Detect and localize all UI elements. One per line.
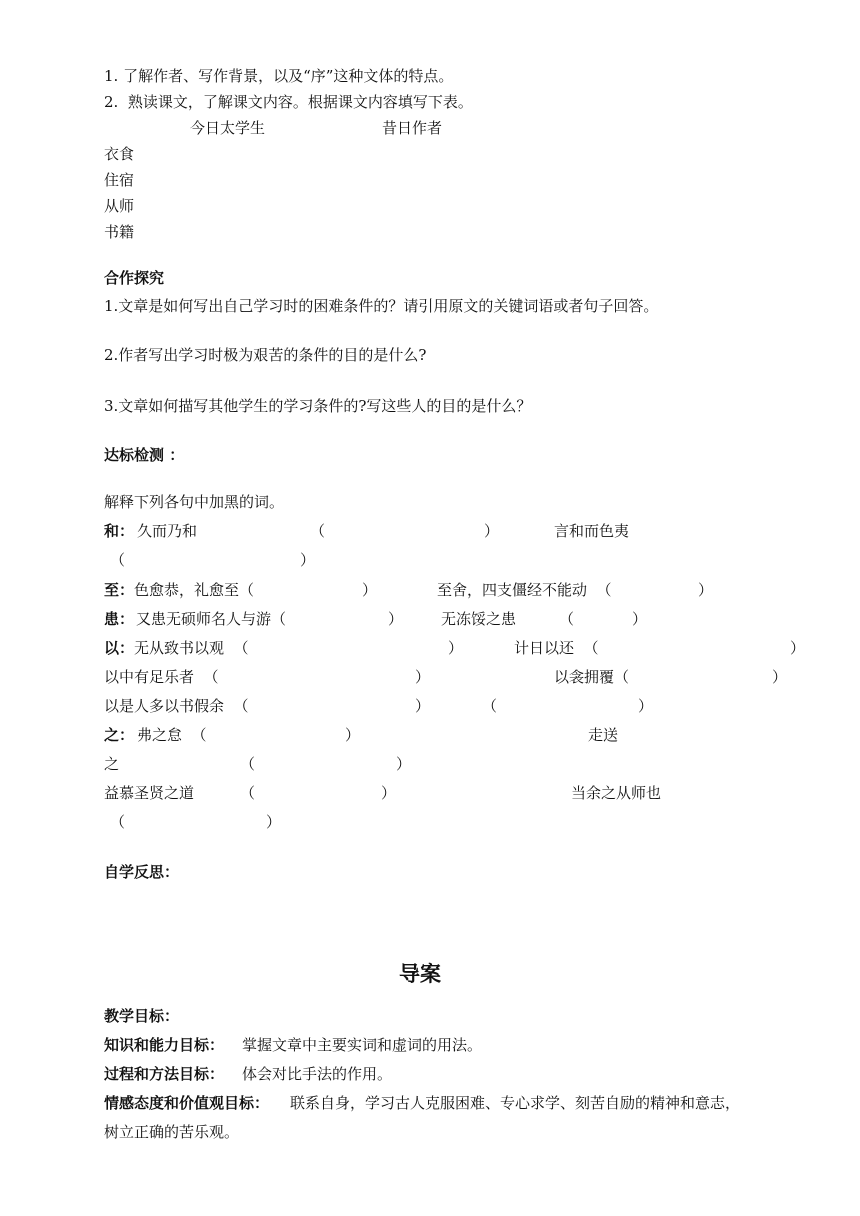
knowledge-goal-label: 知识和能力目标： [104,1036,225,1054]
emotion-goal-text-cont: 树立正确的苦乐观。 [104,1123,240,1141]
process-goal-text: 体会对比手法的作用。 [242,1065,393,1083]
sentence-zhi2-b: 走送 [588,726,619,744]
guide-title: 导案 [399,962,441,986]
sentence-he-b: 言和而色夷 [554,522,630,540]
sentence-zhi-b: 至舍，四支僵经不能动 （ [437,581,612,599]
emotion-goal-label: 情感态度和价值观目标： [104,1094,270,1112]
table-row-label: 衣食 [104,145,135,163]
cooperation-heading: 合作探究 [104,269,165,287]
answer-blank-close: ） [415,668,431,686]
word-label-he: 和： [104,522,135,540]
sentence-huan-a: 又患无硕师名人与游（ [136,610,287,628]
answer-blank-close: ） [415,697,431,715]
answer-blank-open: （ [110,551,126,569]
test-instruction: 解释下列各句中加黑的词。 [104,493,285,511]
sentence-zhi2-e: 当余之从师也 [571,784,662,802]
cooperation-question-3: 3.文章如何描写其他学生的学习条件的?写这些人的目的是什么？ [104,397,532,415]
answer-blank-open: （ [559,610,575,628]
sentence-yi-b: 计日以还 （ [514,639,599,657]
cooperation-question-1: 1.文章是如何写出自己学习时的困难条件的？请引用原文的关键词语或者句子回答。 [104,297,659,315]
process-goal-label: 过程和方法目标： [104,1065,225,1083]
answer-blank-close: ） [300,551,316,569]
answer-blank-close: ） [266,813,282,831]
word-label-yi: 以： [104,639,135,657]
sentence-zhi2-c: 之 [104,755,120,773]
answer-blank-close: ） [790,639,806,657]
answer-blank-close: ） [396,755,412,773]
goals-heading: 教学目标： [104,1007,180,1025]
knowledge-goal-text: 掌握文章中主要实词和虚词的用法。 [242,1036,483,1054]
sentence-zhi-a: 色愈恭，礼愈至（ [134,581,255,599]
intro-item-1: 1. 了解作者、写作背景，以及“序”这种文体的特点。 [104,67,454,85]
answer-blank-open: （ [310,522,326,540]
answer-blank-open: （ [482,697,498,715]
sentence-huan-b: 无冻馁之患 [441,610,517,628]
sentence-he-a: 久而乃和 [137,522,198,540]
cooperation-question-2: 2.作者写出学习时极为艰苦的条件的目的是什么? [104,346,427,364]
answer-blank-close: ） [638,697,654,715]
answer-blank-close: ） [698,581,714,599]
answer-blank-close: ） [362,581,378,599]
answer-blank-open: （ [240,784,256,802]
table-row-label: 住宿 [104,171,135,189]
word-label-huan: 患： [104,610,135,628]
test-heading: 达标检测 ： [104,446,185,464]
table-row-label: 从师 [104,197,135,215]
table-header-past: 昔日作者 [382,119,443,137]
answer-blank-close: ） [484,522,500,540]
reflection-heading: 自学反思： [104,863,180,881]
answer-blank-close: ） [632,610,648,628]
sentence-yi-c: 以中有足乐者 （ [104,668,219,686]
word-label-zhi2: 之： [104,726,135,744]
table-row-label: 书籍 [104,223,135,241]
answer-blank-close: ） [345,726,361,744]
sentence-yi-e: 以是人多以书假余 （ [104,697,249,715]
sentence-yi-a: 无从致书以观 （ [134,639,249,657]
emotion-goal-text: 联系自身，学习古人克服困难、专心求学、刻苦自励的精神和意志， [290,1094,741,1112]
sentence-zhi2-a: 弗之怠 （ [137,726,207,744]
sentence-zhi2-d: 益慕圣贤之道 [104,784,195,802]
answer-blank-open: （ [110,813,126,831]
answer-blank-close: ） [388,610,404,628]
sentence-yi-d: 以衾拥覆（ [554,668,630,686]
answer-blank-close: ） [448,639,464,657]
answer-blank-close: ） [381,784,397,802]
word-label-zhi: 至： [104,581,135,599]
table-header-today: 今日太学生 [190,119,266,137]
answer-blank-open: （ [240,755,256,773]
intro-item-2: 2. 熟读课文，了解课文内容。根据课文内容填写下表。 [104,93,473,111]
answer-blank-close: ） [772,668,788,686]
